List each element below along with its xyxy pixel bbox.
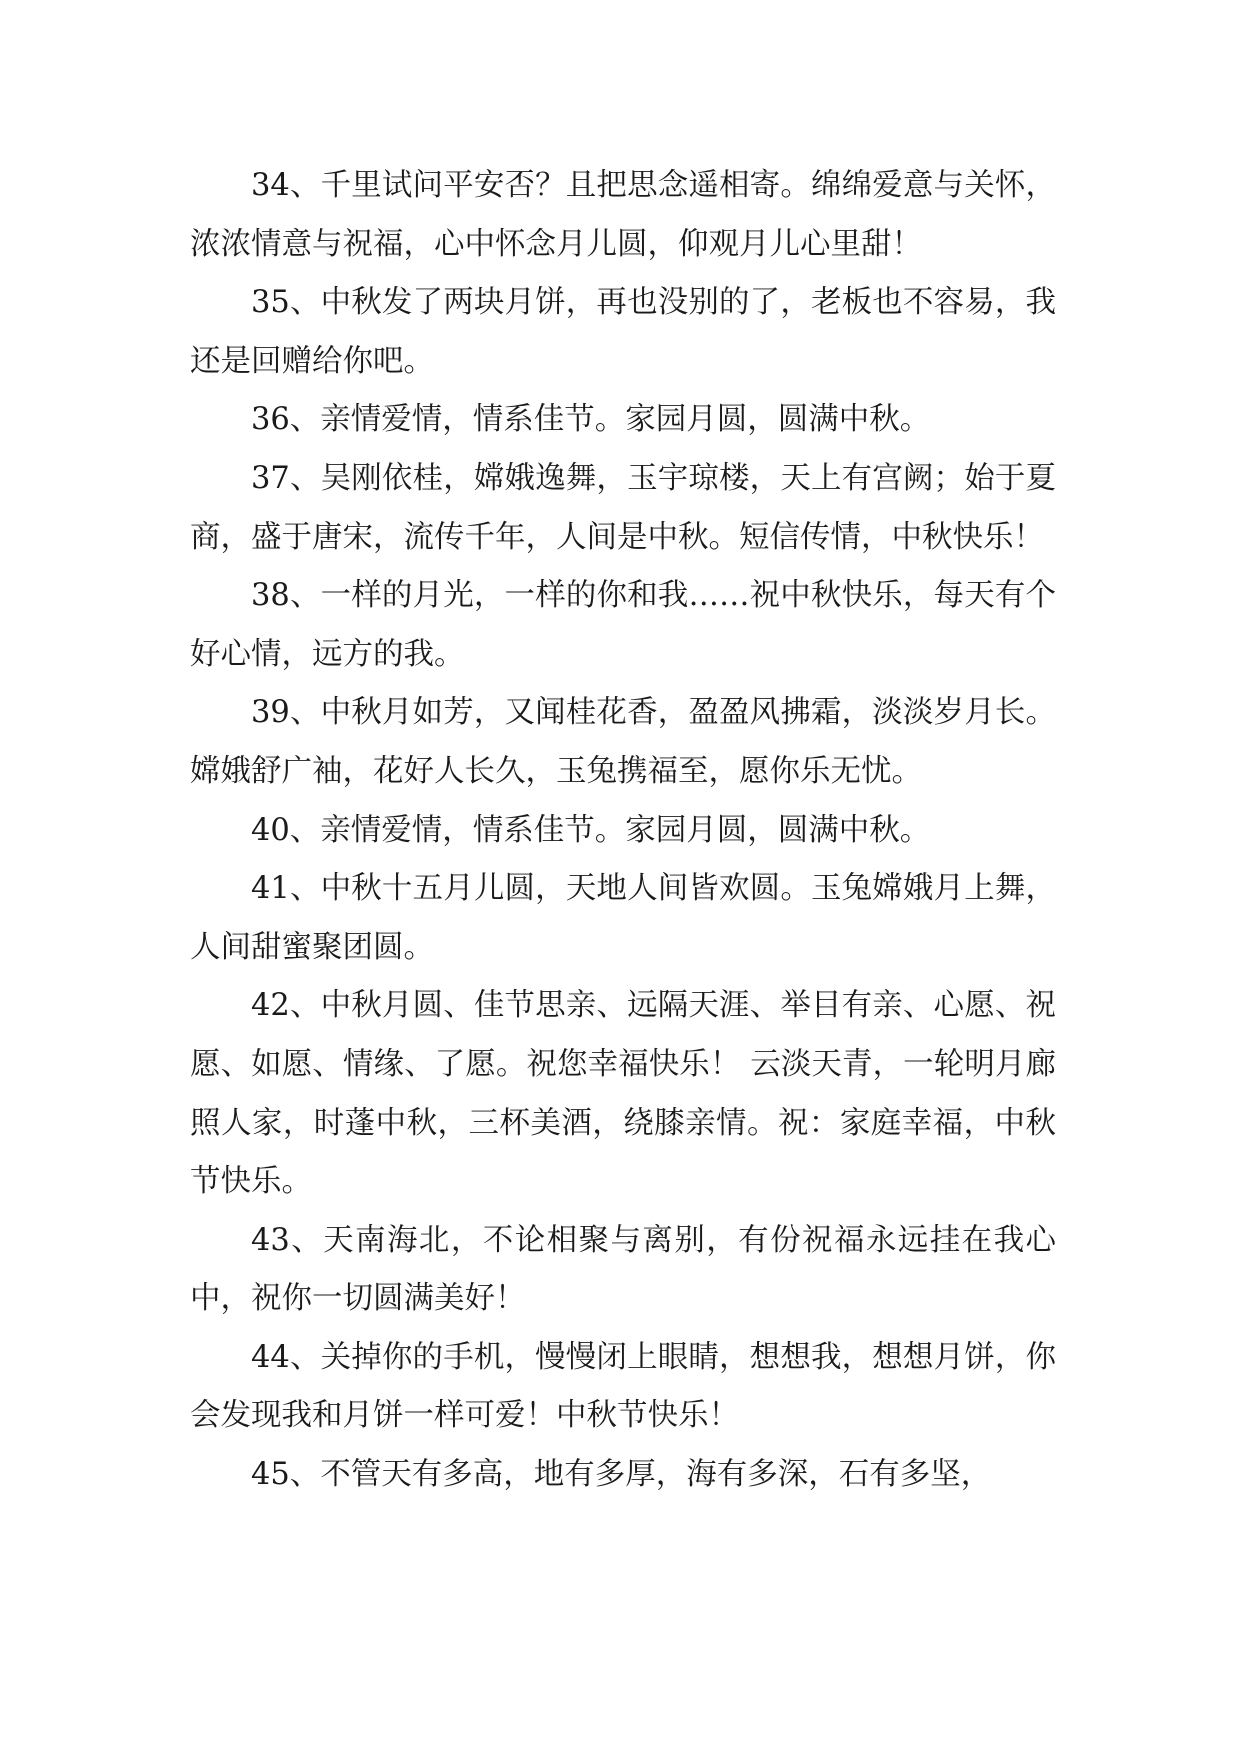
paragraph-44: 44、关掉你的手机，慢慢闭上眼睛，想想我，想想月饼，你会发现我和月饼一样可爱！中秋节快乐！ <box>190 1339 1056 1434</box>
paragraph-43: 43、天南海北，不论相聚与离别，有份祝福永远挂在我心中，祝你一切圆满美好！ <box>190 1222 1056 1317</box>
paragraph-36: 36、亲情爱情，情系佳节。家园月圆，圆满中秋。 <box>251 402 931 438</box>
paragraph-34: 34、千里试问平安否？且把思念遥相寄。绵绵爱意与关怀，浓浓情意与祝福，心中怀念月儿圆，仰观月儿心里甜！ <box>190 168 1056 262</box>
paragraph-42: 42、中秋月圆、佳节思亲、远隔天涯、举目有亲、心愿、祝愿、如愿、情缘、了愿。祝您幸福快乐！ 云淡天青，一轮明月廊照人家，时蓬中秋，三杯美酒，绕膝亲情。祝：家庭幸福，中秋节快乐。 <box>190 988 1056 1200</box>
paragraph-38: 38、一样的月光，一样的你和我……祝中秋快乐，每天有个好心情，远方的我。 <box>190 578 1056 672</box>
paragraph-35: 35、中秋发了两块月饼，再也没别的了，老板也不容易，我还是回赠给你吧。 <box>190 285 1056 379</box>
paragraph-39: 39、中秋月如芳，又闻桂花香，盈盈风拂霜，淡淡岁月长。嫦娥舒广袖，花好人长久，玉兔携福至，愿你乐无忧。 <box>190 695 1056 789</box>
paragraph-40: 40、亲情爱情，情系佳节。家园月圆，圆满中秋。 <box>251 812 931 848</box>
paragraph-37: 37、吴刚依桂，嫦娥逸舞，玉宇琼楼，天上有宫阙；始于夏商，盛于唐宋，流传千年，人间是中秋。短信传情，中秋快乐！ <box>190 460 1056 555</box>
document-body <box>190 157 1056 1505</box>
paragraph-45: 45、不管天有多高，地有多厚，海有多深，石有多坚， <box>251 1457 992 1493</box>
paragraph-41: 41、中秋十五月儿圆，天地人间皆欢圆。玉兔嫦娥月上舞，人间甜蜜聚团圆。 <box>190 871 1056 965</box>
